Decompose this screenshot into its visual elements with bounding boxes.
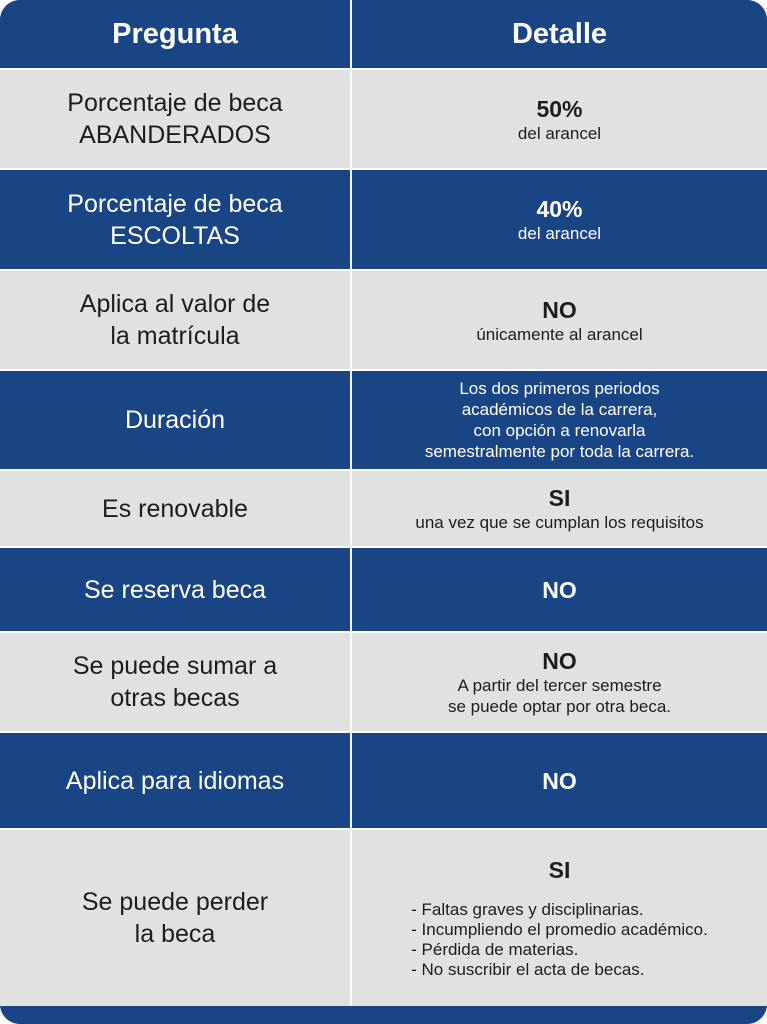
- answer-value: NO: [542, 296, 577, 323]
- answer-detail-list: - Faltas graves y disciplinarias. - Incumpliendo el promedio académico. - Pérdida de materias. - No suscribir el acta de becas.: [411, 900, 708, 979]
- table-footer-bar: [0, 1006, 767, 1024]
- table-row: [0, 271, 767, 371]
- detail-cell: [352, 70, 767, 168]
- table-row: [0, 371, 767, 471]
- question-text: Se reserva beca: [83, 575, 267, 604]
- detail-cell: [352, 830, 767, 1006]
- question-cell: [0, 830, 352, 1006]
- question-cell: [0, 271, 352, 369]
- question-text: Porcentaje de beca ESCOLTAS: [67, 189, 283, 250]
- table-row: [0, 471, 767, 548]
- answer-value: SI: [548, 485, 571, 511]
- table-header: [0, 0, 767, 70]
- answer-detail: Los dos primeros periodos académicos de la carrera, con opción a renovarla semestralmente por toda la carrera.: [424, 379, 695, 461]
- header-pregunta-label: Pregunta: [112, 17, 238, 50]
- table-row: [0, 830, 767, 1006]
- question-cell: [0, 70, 352, 168]
- answer-value: SI: [548, 857, 571, 883]
- table-row: [0, 70, 767, 170]
- answer-detail: del arancel: [517, 224, 602, 243]
- answer-value: 50%: [536, 95, 583, 122]
- detail-cell: [352, 170, 767, 269]
- header-detalle: [352, 0, 767, 68]
- question-cell: [0, 548, 352, 631]
- answer-value: 40%: [536, 196, 583, 222]
- question-cell: [0, 371, 352, 469]
- detail-cell: [352, 471, 767, 546]
- table-row: [0, 733, 767, 830]
- answer-value: NO: [542, 648, 577, 674]
- question-cell: [0, 633, 352, 731]
- detail-cell: [352, 371, 767, 469]
- question-text: Duración: [124, 406, 226, 434]
- answer-detail: del arancel: [517, 123, 602, 143]
- question-cell: [0, 170, 352, 269]
- answer-detail: A partir del tercer semestre se puede optar por otra beca.: [447, 676, 672, 716]
- detail-cell: [352, 633, 767, 731]
- header-detalle-label: Detalle: [511, 17, 608, 50]
- answer-value: NO: [542, 767, 577, 794]
- answer-value: NO: [542, 576, 577, 603]
- detail-cell: [352, 733, 767, 828]
- answer-detail: únicamente al arancel: [476, 324, 643, 344]
- table-row: [0, 548, 767, 633]
- question-text: Porcentaje de beca ABANDERADOS: [67, 89, 283, 149]
- header-pregunta: [0, 0, 352, 68]
- table-row: [0, 170, 767, 271]
- detail-cell: [352, 548, 767, 631]
- question-text: Se puede perder la beca: [81, 888, 269, 948]
- question-cell: [0, 733, 352, 828]
- question-text: Es renovable: [102, 494, 248, 523]
- question-cell: [0, 471, 352, 546]
- table-row: [0, 633, 767, 733]
- question-text: Aplica para idiomas: [65, 766, 285, 795]
- question-text: Se puede sumar a otras becas: [72, 652, 278, 712]
- answer-detail: una vez que se cumplan los requisitos: [415, 513, 704, 532]
- detail-cell: [352, 271, 767, 369]
- question-text: Aplica al valor de la matrícula: [79, 290, 271, 350]
